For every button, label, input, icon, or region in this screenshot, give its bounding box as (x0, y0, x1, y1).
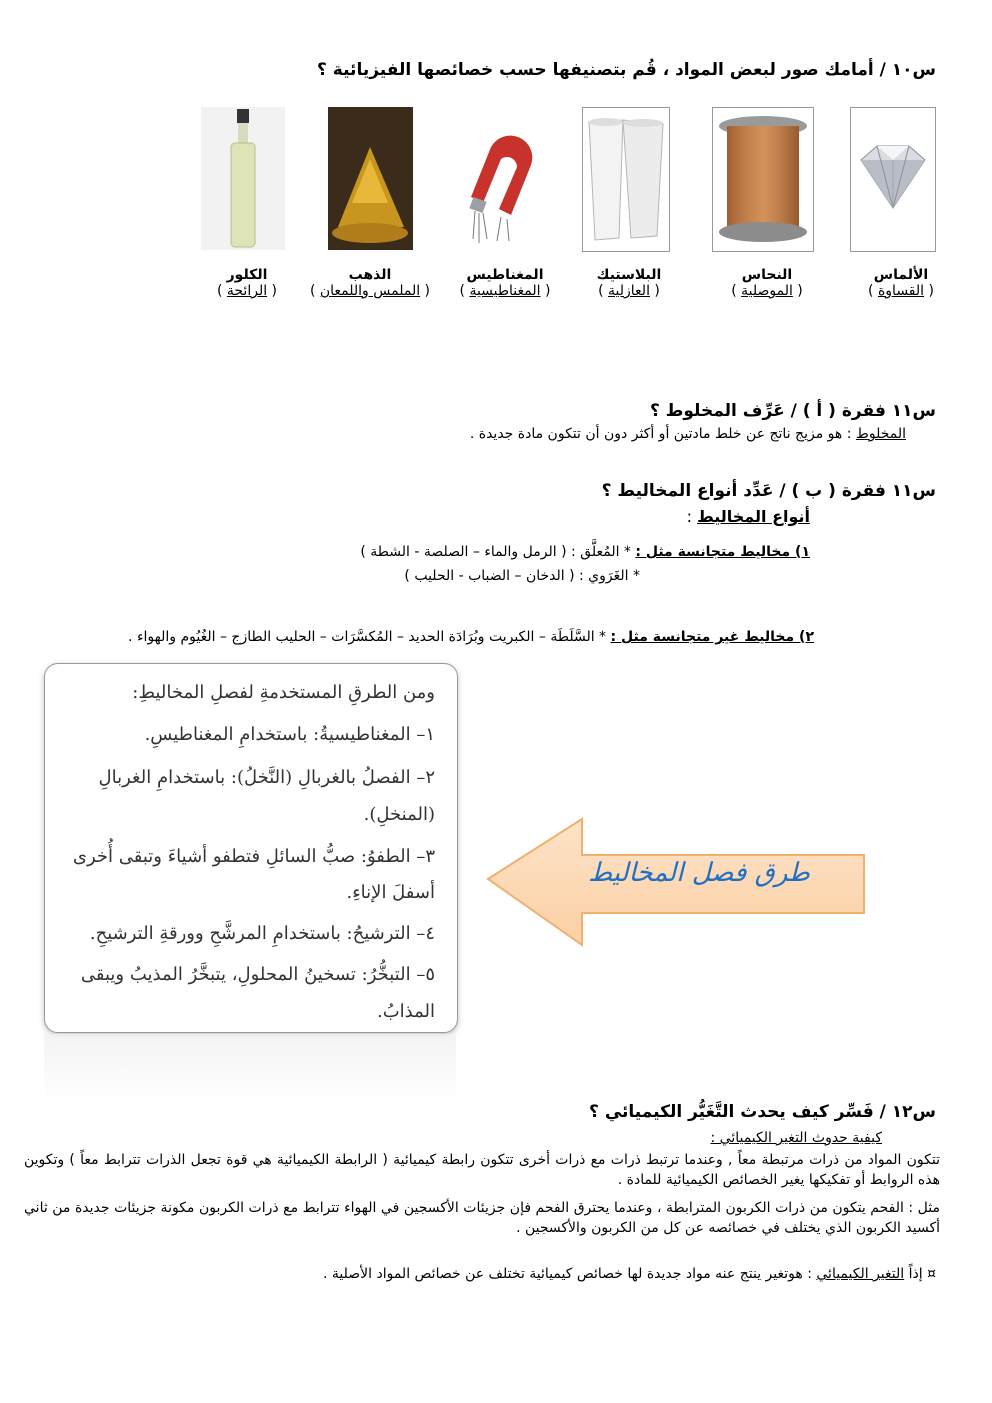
material-property: الملمس واللمعان (319, 283, 421, 299)
heterogeneous-label: ٢) مخاليط غير متجانسة مثل : (610, 629, 814, 645)
q12-paragraph-2: مثل : الفحم يتكون من ذرات الكربون المترابطة ، وعندما يحترق الفحم فإن جزيئات الأكسجين في الهواء تترابط مع ذرات الكربون مكونة جزيئات جديدة من ثاني أكسيد الكربون الذي يختلف في خصائصه عن كل من الكربون والأكسجين . (24, 1200, 940, 1236)
gold-bars-image (328, 107, 413, 250)
material-name: المغناطيس (466, 267, 544, 283)
arrow-label: طرق فصل المخاليط (588, 858, 810, 888)
method-item: ٣– الطفوُ: صبُّ السائلِ فتطفو أشياءَ وتبقى أُخرى (72, 846, 435, 867)
heterogeneous-line (14, 629, 814, 645)
material-property: الرائحة (226, 283, 268, 299)
copper-spool-image (712, 107, 814, 252)
q12-conclusion (56, 1266, 936, 1282)
method-item: ٥– التبخُّرُ: تسخينُ المحلولِ، يتبخَّرُ المذيبُ ويبقى (80, 964, 435, 985)
method-item: ٢– الفصلُ بالغربالِ (النَّخلُ): باستخدامِ الغربالِ (98, 767, 435, 788)
material-name: البلاستيك (596, 267, 662, 283)
method-item-continued: المذابُ. (376, 1001, 435, 1022)
mixture-types-heading-text: أنواع المخاليط (697, 507, 810, 526)
material-caption: النحاس ( الموصلية ) (702, 267, 832, 299)
chlorine-bottle-image (201, 107, 285, 250)
plastic-cups-image (582, 107, 670, 252)
material-property: الموصلية (741, 283, 793, 299)
material-caption: الكلور ( الرائحة ) (182, 267, 312, 299)
diamond-image (850, 107, 936, 252)
q10-title: س١٠ / أمامك صور لبعض المواد ، قُم بتصنيفها حسب خصائصها الفيزيائية ؟ (317, 60, 936, 80)
material-name: الكلور (226, 267, 268, 283)
separation-methods-box (44, 663, 458, 1033)
homogeneous-label: ١) مخاليط متجانسة مثل : (635, 544, 810, 560)
box-reflection (44, 1034, 456, 1104)
material-name: الذهب (348, 267, 392, 283)
homogeneous-examples-2: * الغَرَوي : ( الدخان – الضباب - الحليب ) (404, 568, 640, 584)
q11b-title: س١١ فقرة ( ب ) / عَدِّد أنواع المخاليط ؟ (601, 481, 936, 501)
homogeneous-line-1 (50, 544, 810, 560)
mixture-types-colon: : (686, 507, 692, 526)
method-item-continued: (المنخلِ). (363, 804, 435, 825)
q11a-title: س١١ فقرة ( أ ) / عَرِّف المخلوط ؟ (649, 401, 936, 421)
material-name: النحاس (741, 267, 793, 283)
conclusion-text: : هوتغير ينتج عنه مواد جديدة لها خصائص كيميائية تختلف عن خصائص المواد الأصلية . (323, 1266, 812, 1282)
method-item-continued: أسفلَ الإناءِ. (346, 882, 435, 903)
method-item: ١– المغناطيسيةُ: باستخدامِ المغناطيسِ. (144, 724, 435, 745)
material-caption: الألماس ( القساوة ) (836, 267, 966, 299)
magnet-image (461, 107, 539, 250)
material-caption: المغناطيس ( المغناطيسية ) (440, 267, 570, 299)
mixture-definition (106, 426, 906, 442)
mixture-types-heading (310, 507, 810, 526)
mixture-term: المخلوط (855, 426, 906, 442)
homogeneous-examples-1: * المُعلَّق : ( الرمل والماء – الصلصة - الشطة ) (360, 544, 631, 560)
q12-subheading: كيفية حدوث التغير الكيميائي : (710, 1130, 882, 1146)
q12-paragraph-1: تتكون المواد من ذرات مرتبطة معاً , وعندما ترتبط ذرات مع ذرات أخرى تتكون رابطة كيميائية ( الرابطة الكيميائية هي قوة تجعل الذرات تترابط معاً ) وتكوين هذه الروابط أو تفكيكها يغير الخصائص الكيميائية للمادة . (24, 1152, 940, 1188)
material-property: المغناطيسية (469, 283, 541, 299)
material-property: العازلية (608, 283, 650, 299)
material-property: القساوة (877, 283, 925, 299)
mixture-definition-text: : هو مزيج ناتج عن خلط مادتين أو أكثر دون أن تتكون مادة جديدة . (469, 426, 852, 442)
conclusion-prefix: ¤ إذاً (908, 1266, 936, 1282)
method-item: ٤– الترشيحُ: باستخدامِ المرشَّحِ وورقةِ الترشيحِ. (89, 923, 435, 944)
material-caption: البلاستيك ( العازلية ) (564, 267, 694, 299)
q12-title: س١٢ / فَسِّر كيف يحدث التَّغَيُّر الكيميائي ؟ (589, 1102, 936, 1122)
methods-intro: ومن الطرقِ المستخدمةِ لفصلِ المخاليطِ: (132, 682, 435, 703)
material-caption: الذهب ( الملمس واللمعان ) (300, 267, 440, 299)
conclusion-term: التغير الكيميائي (816, 1266, 905, 1282)
material-name: الألماس (873, 267, 929, 283)
heterogeneous-examples: * السَّلَطَة – الكبريت وبُرَادَة الحديد – المُكسَّرَات – الحليب الطازج – الغُيُوم والهواء . (128, 629, 607, 645)
